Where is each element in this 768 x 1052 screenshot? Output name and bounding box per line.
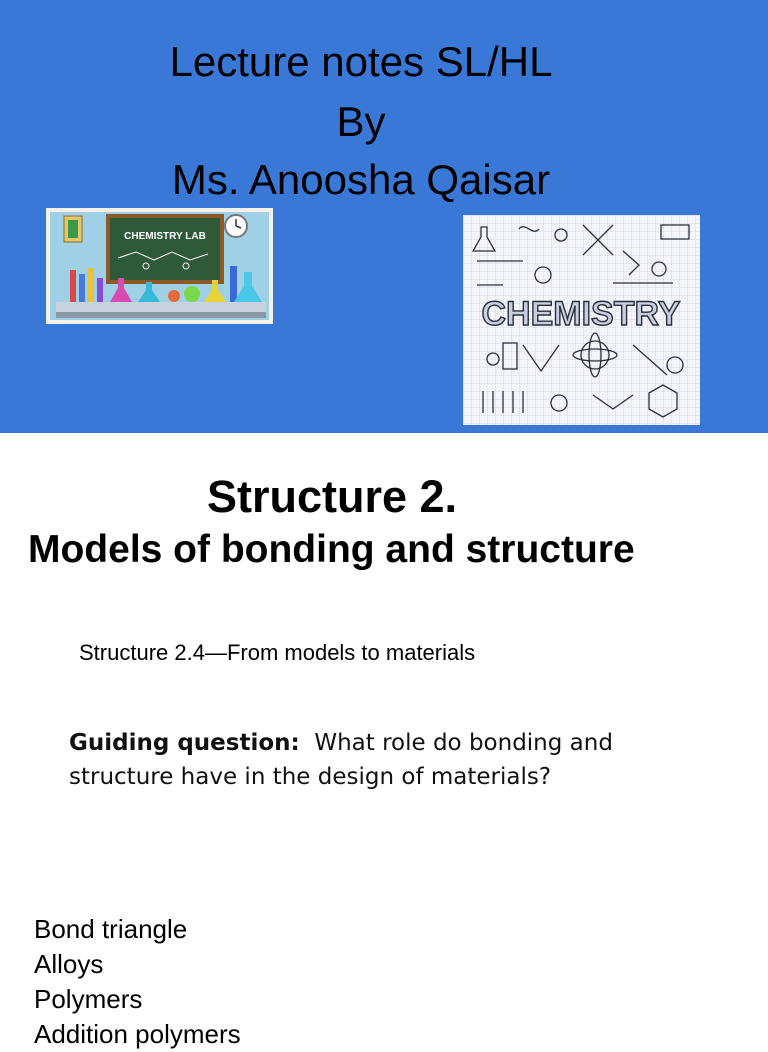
title-banner — [0, 0, 768, 433]
chalkboard-text: CHEMISTRY LAB — [124, 231, 206, 242]
guiding-question — [69, 726, 709, 794]
topic-list — [34, 912, 241, 1052]
list-item: Polymers — [34, 984, 143, 1014]
chemistry-doodle-image — [463, 215, 700, 425]
guiding-question-label: Guiding question: — [69, 730, 300, 756]
list-item: Bond triangle — [34, 914, 188, 944]
list-item: Alloys — [34, 949, 104, 979]
chemistry-lab-image — [46, 208, 273, 324]
title-line-1: Lecture notes SL/HL — [169, 38, 553, 85]
list-item: Addition polymers — [34, 1019, 241, 1049]
section-title: Structure 2.4—From models to materials — [79, 640, 476, 665]
chemistry-doodle-word: CHEMISTRY — [481, 295, 681, 333]
author-name: Ms. Anoosha Qaisar — [171, 156, 551, 203]
structure-subheading: Models of bonding and structure — [28, 528, 635, 571]
guiding-question-text: What role do bonding and structure have in the design of materials? — [69, 730, 613, 790]
structure-heading: Structure 2. — [206, 471, 458, 522]
title-line-2: By — [336, 98, 386, 145]
